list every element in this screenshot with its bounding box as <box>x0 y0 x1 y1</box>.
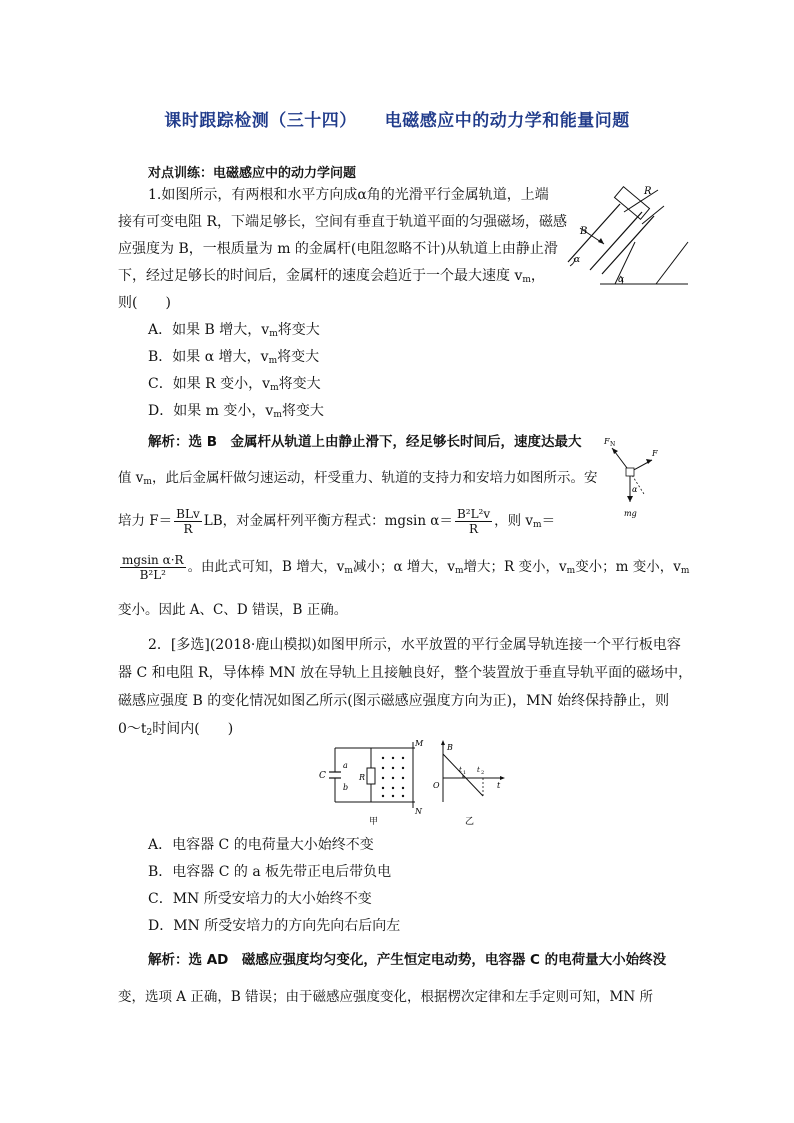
q1-option-c[interactable]: C．如果 R 变小，$v_m$将变大 <box>148 376 321 393</box>
ana1-line3: 培力 F＝ $\frac{\text{BLv}}{R}$ LB，对金属杆列平衡方程式：mgsin α＝ $\frac{\text{B²L²v}}{R}$ ，则 $v_m=$ <box>118 507 556 536</box>
svg-text:t: t <box>459 766 462 774</box>
figure-circuit-and-graph <box>315 738 515 830</box>
fig2-label-alpha: α <box>632 485 638 494</box>
fig1-label-alpha2: α <box>618 275 625 285</box>
ana1-line5: 变小。因此 A、C、D 错误，B 正确。 <box>118 602 348 618</box>
ana1-line1: 解析：选 B 金属杆从轨道上由静止滑下，经足够长时间后，速度达最大 <box>148 434 582 450</box>
ana1-line4: $\frac{\text{mgsin α·R}}{\text{B²L²}}$ 。由此式可知，B 增大，$v_m$减小；α 增大，$v_m$增大；R 变小，$v_m$变小；m 变小，$v_m$ <box>122 553 690 582</box>
q2-line1: 2．[多选](2018·鹿山模拟)如图甲所示，水平放置的平行金属导轨连接一个平行板电容 <box>148 637 681 653</box>
q2-option-b[interactable]: B．电容器 C 的 a 板先带正电后带负电 <box>148 864 392 880</box>
svg-text:b: b <box>343 783 349 792</box>
fig2-label-fn: F <box>604 437 610 446</box>
q1-option-b[interactable]: B．如果 α 增大，$v_m$将变大 <box>148 349 320 366</box>
title-part1: 课时跟踪检测（三十四） <box>164 111 357 131</box>
svg-text:B: B <box>447 743 453 752</box>
svg-text:2: 2 <box>481 770 485 776</box>
q1-line5: 则( ) <box>118 295 171 311</box>
fig2-label-f: F <box>652 449 658 458</box>
svg-text:t: t <box>477 766 480 774</box>
q1-line1: 1.如图所示，有两根和水平方向成α角的光滑平行金属轨道，上端 <box>148 187 549 203</box>
fig1-label-alpha1: α <box>574 255 581 265</box>
figure-force-diagram <box>600 432 670 520</box>
ana2-line1: 解析：选 AD 磁感应强度均匀变化，产生恒定电动势，电容器 C 的电荷量大小始终没 <box>148 952 667 968</box>
svg-text:N: N <box>415 807 422 816</box>
fig1-label-b: B <box>580 226 588 237</box>
title-part2: 电磁感应中的动力学和能量问题 <box>384 111 630 131</box>
q1-line2: 接有可变电阻 R，下端足够长，空间有垂直于轨道平面的匀强磁场，磁感 <box>118 214 567 230</box>
q2-line2: 器 C 和电阻 R，导体棒 MN 放在导轨上且接触良好，整个装置放于垂直导轨平面的磁场中， <box>118 665 693 681</box>
fig2-label-mg: mg <box>624 509 637 518</box>
svg-text:甲: 甲 <box>369 817 379 827</box>
svg-text:C: C <box>319 771 326 781</box>
svg-text:1: 1 <box>463 770 467 776</box>
q2-option-d[interactable]: D．MN 所受安培力的方向先向右后向左 <box>148 918 401 934</box>
fig1-label-r: R <box>644 186 652 197</box>
svg-text:a: a <box>343 761 348 770</box>
q2-line4: $0\sim t_2$时间内( ) <box>118 721 234 738</box>
svg-text:R: R <box>359 773 366 782</box>
q1-line3: 应强度为 B，一根质量为 m 的金属杆(电阻忽略不计)从轨道上由静止滑 <box>118 241 558 257</box>
q1-option-a[interactable]: A．如果 B 增大，$v_m$将变大 <box>148 322 320 339</box>
svg-text:N: N <box>610 441 616 448</box>
svg-text:O: O <box>433 781 440 790</box>
magnetic-field-dots <box>382 757 404 797</box>
ana2-line2: 变，选项 A 正确，B 错误；由于磁感应强度变化，根据楞次定律和左手定则可知，MN 所 <box>118 989 653 1005</box>
figure-inclined-rails <box>560 182 690 290</box>
section-heading: 对点训练：电磁感应中的动力学问题 <box>148 166 357 181</box>
svg-text:t: t <box>497 781 501 790</box>
q1-line4: 下，经过足够长的时间后，金属杆的速度会趋近于一个最大速度 $v_m$， <box>118 268 545 285</box>
q2-option-c[interactable]: C．MN 所受安培力的大小始终不变 <box>148 891 372 907</box>
q2-line3: 磁感应强度 B 的变化情况如图乙所示(图示磁感应强度方向为正)，MN 始终保持静止，则 <box>118 693 670 709</box>
svg-text:M: M <box>415 739 424 748</box>
svg-text:乙: 乙 <box>465 817 475 827</box>
ana1-line2: 值 $v_m$，此后金属杆做匀速运动，杆受重力、轨道的支持力和安培力如图所示。安 <box>118 470 598 487</box>
q2-option-a[interactable]: A．电容器 C 的电荷量大小始终不变 <box>148 837 374 853</box>
page-title <box>0 106 794 131</box>
q1-option-d[interactable]: D．如果 m 变小，$v_m$将变大 <box>148 403 324 420</box>
